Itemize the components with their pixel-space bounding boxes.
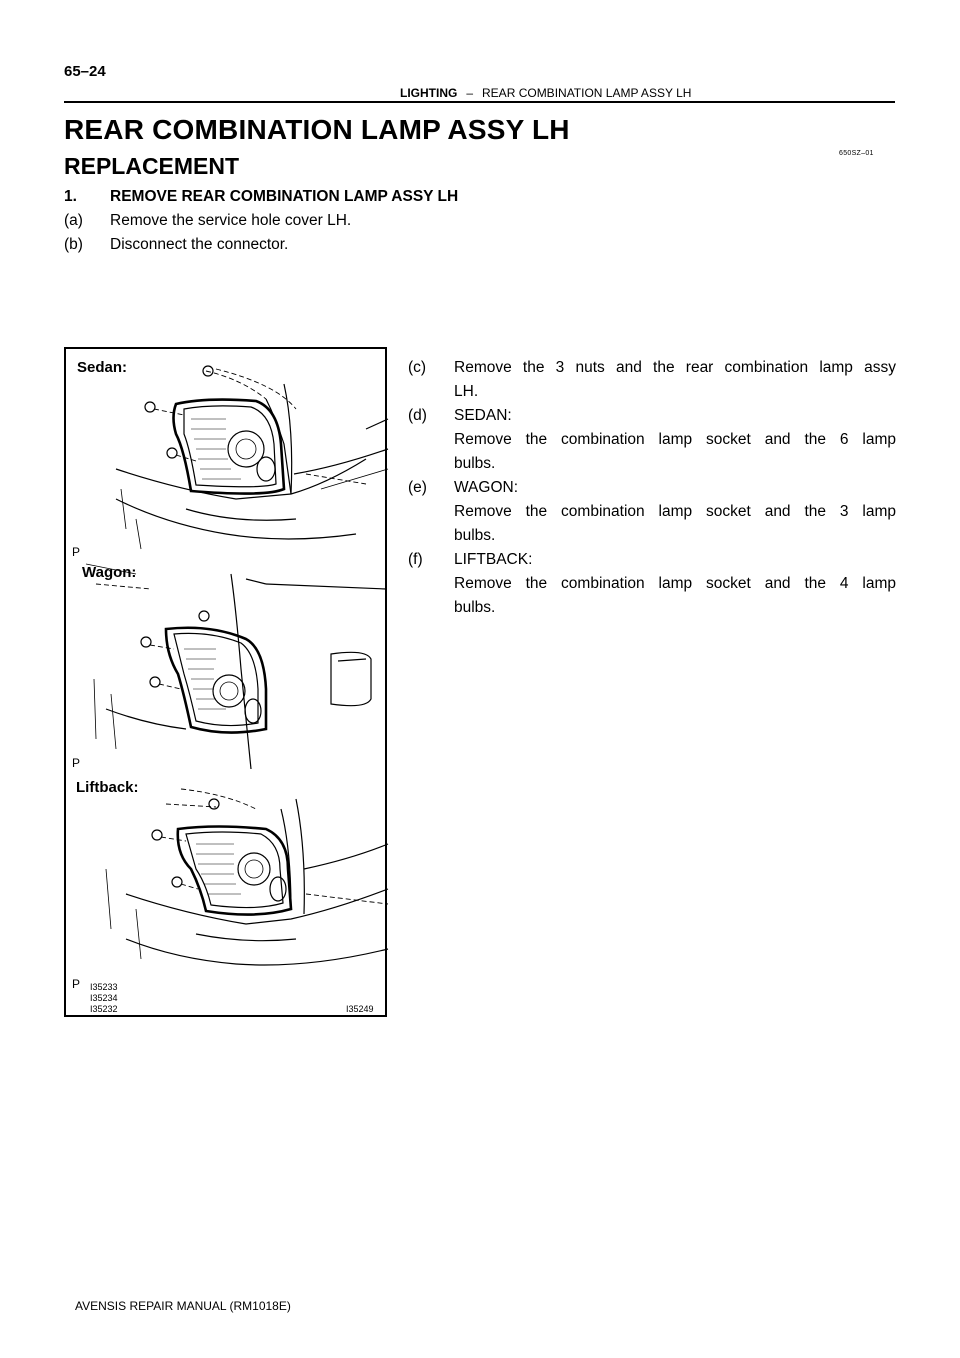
substep-heading: SEDAN: <box>454 407 512 424</box>
image-id: I35233 <box>90 982 118 992</box>
figure-id: I35249 <box>346 1004 374 1014</box>
lamp-illustration-drawing <box>66 349 389 1019</box>
wagon-label: Wagon: <box>82 564 137 581</box>
page-footer: AVENSIS REPAIR MANUAL (RM1018E) <box>75 1299 291 1313</box>
substep-text: Remove the combination lamp socket and the 3 lamp <box>454 503 896 520</box>
step-text: REMOVE REAR COMBINATION LAMP ASSY LH <box>110 188 459 205</box>
substep-text-cont: bulbs. <box>454 527 496 544</box>
liftback-marker: P <box>72 977 81 991</box>
wagon-drawing <box>86 564 386 769</box>
substep-text: Remove the combination lamp socket and the 4 lamp <box>454 575 896 592</box>
page-title: REAR COMBINATION LAMP ASSY LH <box>64 114 570 145</box>
image-id: I35234 <box>90 993 118 1003</box>
header-subsection: REAR COMBINATION LAMP ASSY LH <box>482 86 692 100</box>
liftback-drawing <box>106 789 388 965</box>
substep-e <box>408 476 896 548</box>
header-section: LIGHTING <box>400 86 458 100</box>
sedan-label: Sedan: <box>77 359 128 376</box>
wagon-marker: P <box>72 756 81 770</box>
substep-heading: WAGON: <box>454 479 519 496</box>
substep-label: (b) <box>64 236 83 253</box>
header-separator: – <box>466 86 474 100</box>
substep-text: Remove the 3 nuts and the rear combination lamp assy <box>454 359 896 376</box>
liftback-label: Liftback: <box>76 779 139 796</box>
substep-label: (f) <box>408 551 423 568</box>
running-header <box>400 86 691 100</box>
page-number: 65–24 <box>64 63 106 80</box>
substep-f <box>408 548 896 620</box>
substep-b <box>64 236 288 254</box>
document-code: 650SZ–01 <box>839 150 874 157</box>
substep-c <box>408 356 896 404</box>
substep-text: Remove the combination lamp socket and the 6 lamp <box>454 431 896 448</box>
section-title: REPLACEMENT <box>64 153 240 179</box>
substep-label: (c) <box>408 359 427 376</box>
substep-d <box>408 404 896 476</box>
substep-text: Disconnect the connector. <box>110 236 289 253</box>
lamp-illustration-figure <box>64 347 387 1017</box>
step-1 <box>64 188 458 206</box>
step-number: 1. <box>64 188 77 205</box>
sedan-marker: P <box>72 545 81 559</box>
substep-label: (a) <box>64 212 83 229</box>
header-rule <box>64 101 895 103</box>
substep-text-cont: LH. <box>454 383 479 400</box>
substep-heading: LIFTBACK: <box>454 551 533 568</box>
substep-label: (e) <box>408 479 427 496</box>
substep-a <box>64 212 351 230</box>
image-id: I35232 <box>90 1004 118 1014</box>
substep-text-cont: bulbs. <box>454 599 496 616</box>
image-id-list <box>90 982 118 1015</box>
sedan-drawing <box>116 366 388 549</box>
substep-text: Remove the service hole cover LH. <box>110 212 352 229</box>
substep-text-cont: bulbs. <box>454 455 496 472</box>
substep-label: (d) <box>408 407 427 424</box>
